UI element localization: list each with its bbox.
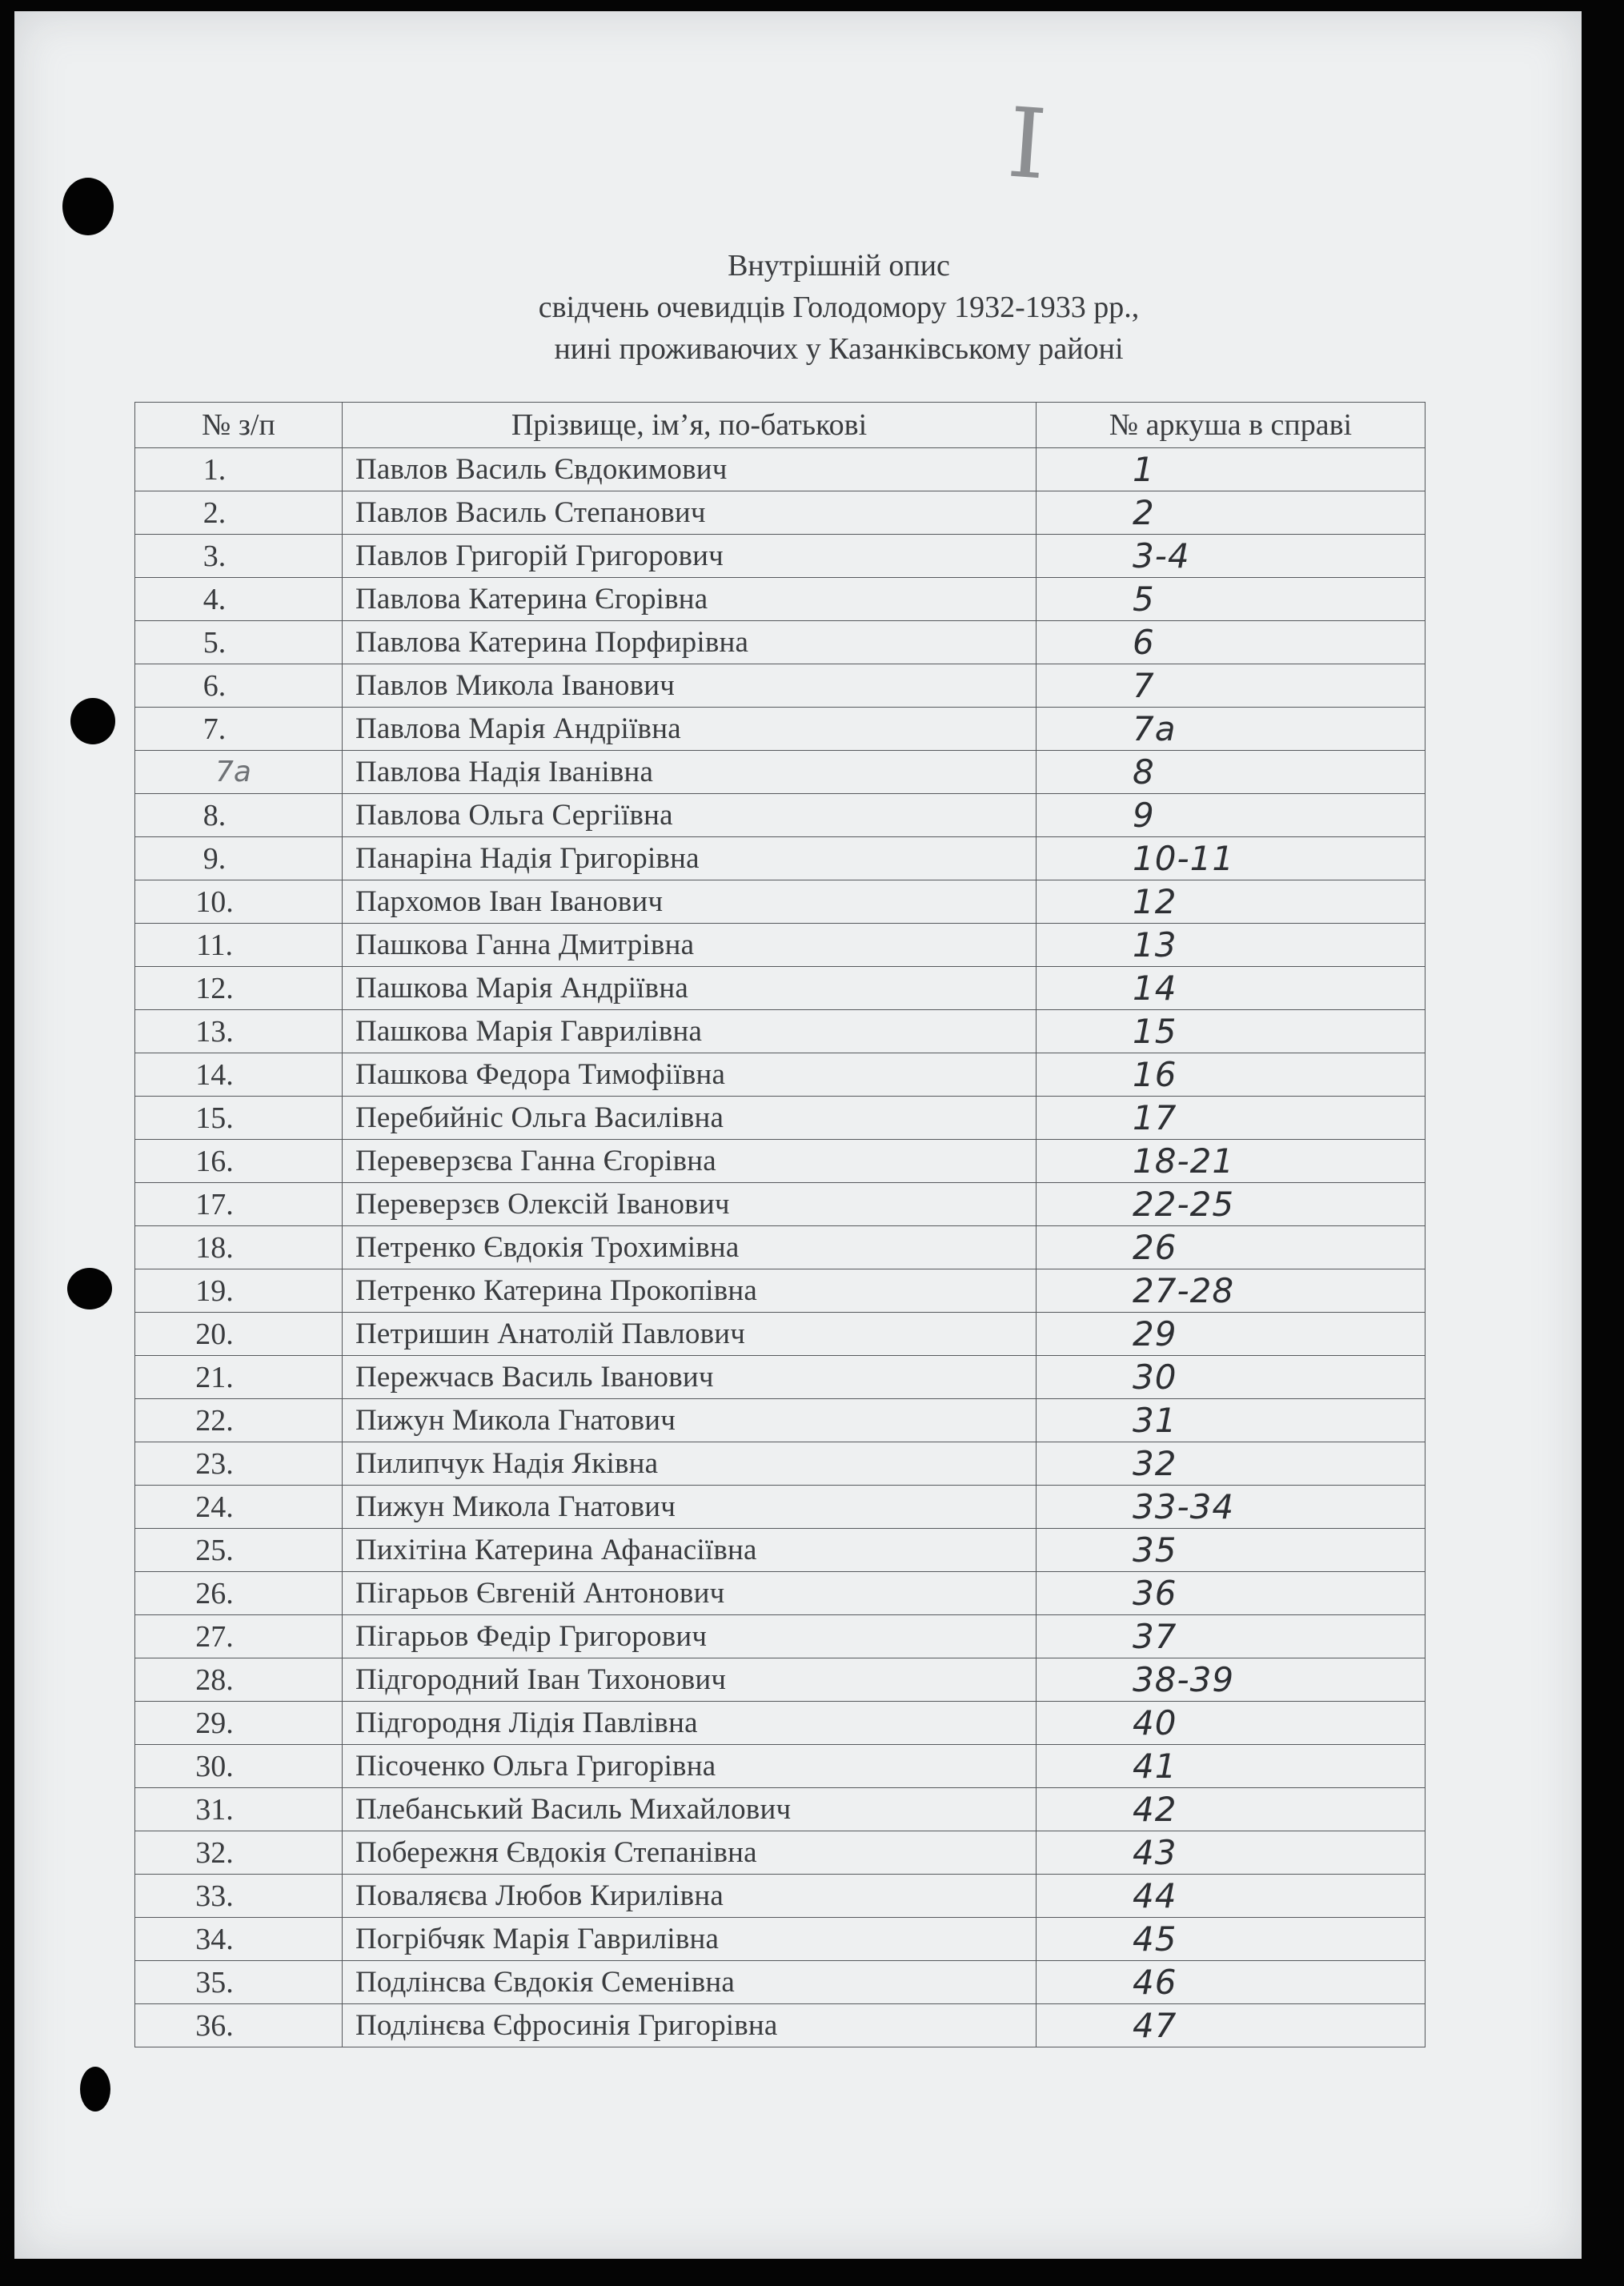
row-number: 14. [135,1053,343,1097]
row-number: 6. [135,664,343,708]
roman-numeral-mark: I [1004,87,1050,202]
row-full-name: Подлінєва Єфросинія Григорівна [343,2004,1037,2047]
row-full-name: Павлова Катерина Єгорівна [343,578,1037,621]
row-full-name: Павлов Василь Степанович [343,491,1037,535]
table-row [135,1918,1426,1961]
table-row [135,1313,1426,1356]
table-row [135,1010,1426,1053]
row-sheet-number: 41 [1037,1745,1426,1788]
table-row [135,448,1426,491]
row-number: 3. [135,535,343,578]
row-number-handwritten: 7а [135,751,343,794]
document-title [319,245,1359,370]
row-sheet-number: 22-25 [1037,1183,1426,1226]
row-sheet-number: 2 [1037,491,1426,535]
row-sheet-number: 35 [1037,1529,1426,1572]
row-sheet-number: 40 [1037,1702,1426,1745]
row-number: 7. [135,708,343,751]
table-row [135,491,1426,535]
row-sheet-number: 38-39 [1037,1658,1426,1702]
row-number: 31. [135,1788,343,1831]
row-sheet-number: 3-4 [1037,535,1426,578]
table-row [135,1356,1426,1399]
row-sheet-number: 16 [1037,1053,1426,1097]
table-row [135,967,1426,1010]
row-sheet-number: 29 [1037,1313,1426,1356]
row-number: 22. [135,1399,343,1442]
row-sheet-number: 32 [1037,1442,1426,1486]
row-sheet-number: 30 [1037,1356,1426,1399]
row-sheet-number: 14 [1037,967,1426,1010]
row-full-name: Переверзєв Олексій Іванович [343,1183,1037,1226]
table-row [135,880,1426,924]
table-row [135,1269,1426,1313]
table-header-row [135,403,1426,448]
row-number: 27. [135,1615,343,1658]
row-sheet-number: 37 [1037,1615,1426,1658]
row-number: 28. [135,1658,343,1702]
table-row [135,751,1426,794]
row-full-name: Пархомов Іван Іванович [343,880,1037,924]
table-row [135,1788,1426,1831]
row-full-name: Павлов Григорій Григорович [343,535,1037,578]
row-number: 13. [135,1010,343,1053]
punch-hole-lower-middle [67,1268,112,1309]
row-sheet-number: 43 [1037,1831,1426,1875]
table-row [135,708,1426,751]
header-number: № з/п [135,403,343,448]
row-full-name: Петренко Євдокія Трохимівна [343,1226,1037,1269]
table-row [135,664,1426,708]
row-sheet-number: 12 [1037,880,1426,924]
row-number: 11. [135,924,343,967]
row-full-name: Переверзєва Ганна Єгорівна [343,1140,1037,1183]
table-row [135,1529,1426,1572]
witness-register-table [134,402,1426,2047]
row-number: 23. [135,1442,343,1486]
row-full-name: Пижун Микола Гнатович [343,1486,1037,1529]
row-sheet-number: 44 [1037,1875,1426,1918]
row-number: 17. [135,1183,343,1226]
row-sheet-number: 33-34 [1037,1486,1426,1529]
row-full-name: Павлова Марія Андріївна [343,708,1037,751]
row-full-name: Пихітіна Катерина Афанасіївна [343,1529,1037,1572]
title-line-1: Внутрішній опис [728,249,950,283]
row-number: 26. [135,1572,343,1615]
row-full-name: Пашкова Ганна Дмитрівна [343,924,1037,967]
row-full-name: Панаріна Надія Григорівна [343,837,1037,880]
row-number: 25. [135,1529,343,1572]
row-number: 20. [135,1313,343,1356]
document-sheet [14,11,1582,2259]
table-row [135,1875,1426,1918]
row-number: 24. [135,1486,343,1529]
row-number: 12. [135,967,343,1010]
row-full-name: Пижун Микола Гнатович [343,1399,1037,1442]
row-sheet-number: 17 [1037,1097,1426,1140]
row-number: 10. [135,880,343,924]
table-row [135,1961,1426,2004]
row-number: 33. [135,1875,343,1918]
row-full-name: Павлов Микола Іванович [343,664,1037,708]
punch-hole-top [62,178,114,235]
row-number: 16. [135,1140,343,1183]
row-full-name: Плебанський Василь Михайлович [343,1788,1037,1831]
punch-hole-bottom [80,2067,110,2112]
row-number: 19. [135,1269,343,1313]
row-full-name: Погрібчяк Марія Гаврилівна [343,1918,1037,1961]
row-full-name: Подлінсва Євдокія Семенівна [343,1961,1037,2004]
table-row [135,1442,1426,1486]
row-number: 9. [135,837,343,880]
row-full-name: Павлова Ольга Сергіївна [343,794,1037,837]
row-full-name: Підгородний Іван Тихонович [343,1658,1037,1702]
row-number: 5. [135,621,343,664]
row-full-name: Павлов Василь Євдокимович [343,448,1037,491]
table-row [135,578,1426,621]
row-sheet-number: 13 [1037,924,1426,967]
row-number: 18. [135,1226,343,1269]
row-sheet-number: 27-28 [1037,1269,1426,1313]
row-full-name: Перебийніс Ольга Василівна [343,1097,1037,1140]
row-full-name: Павлова Катерина Порфирівна [343,621,1037,664]
row-sheet-number: 6 [1037,621,1426,664]
row-full-name: Петренко Катерина Прокопівна [343,1269,1037,1313]
row-full-name: Петришин Анатолій Павлович [343,1313,1037,1356]
row-sheet-number: 7а [1037,708,1426,751]
row-sheet-number: 15 [1037,1010,1426,1053]
table-row [135,837,1426,880]
row-number: 15. [135,1097,343,1140]
row-sheet-number: 18-21 [1037,1140,1426,1183]
row-sheet-number: 47 [1037,2004,1426,2047]
row-number: 35. [135,1961,343,2004]
table-row [135,1097,1426,1140]
row-full-name: Пігарьов Євгеній Антонович [343,1572,1037,1615]
table-row [135,1572,1426,1615]
row-full-name: Пашкова Марія Андріївна [343,967,1037,1010]
row-sheet-number: 31 [1037,1399,1426,1442]
table-row [135,1399,1426,1442]
table-row [135,1615,1426,1658]
row-number: 30. [135,1745,343,1788]
row-number: 8. [135,794,343,837]
row-sheet-number: 5 [1037,578,1426,621]
row-sheet-number: 9 [1037,794,1426,837]
punch-hole-upper-middle [70,698,115,744]
table-row [135,1486,1426,1529]
table-row [135,1053,1426,1097]
table-row [135,2004,1426,2047]
row-sheet-number: 7 [1037,664,1426,708]
table-row [135,1745,1426,1788]
table-row [135,621,1426,664]
row-full-name: Побережня Євдокія Степанівна [343,1831,1037,1875]
row-full-name: Пережчасв Василь Іванович [343,1356,1037,1399]
row-number: 36. [135,2004,343,2047]
row-full-name: Пігарьов Федір Григорович [343,1615,1037,1658]
row-sheet-number: 42 [1037,1788,1426,1831]
title-line-2: свідчень очевидців Голодомору 1932-1933 рр., [538,291,1140,324]
row-number: 29. [135,1702,343,1745]
title-line-3: нині проживаючих у Казанківському районі [554,332,1124,366]
header-full-name: Прізвище, ім’я, по-батькові [343,403,1037,448]
row-number: 21. [135,1356,343,1399]
row-sheet-number: 1 [1037,448,1426,491]
table-row [135,1831,1426,1875]
row-full-name: Підгородня Лідія Павлівна [343,1702,1037,1745]
table-row [135,1183,1426,1226]
table-row [135,1140,1426,1183]
row-full-name: Пилипчук Надія Яківна [343,1442,1037,1486]
row-number: 34. [135,1918,343,1961]
row-full-name: Пашкова Марія Гаврилівна [343,1010,1037,1053]
row-sheet-number: 26 [1037,1226,1426,1269]
table-row [135,794,1426,837]
table-row [135,1658,1426,1702]
row-full-name: Павлова Надія Іванівна [343,751,1037,794]
table-row [135,1702,1426,1745]
row-full-name: Поваляєва Любов Кирилівна [343,1875,1037,1918]
row-number: 1. [135,448,343,491]
row-sheet-number: 8 [1037,751,1426,794]
row-number: 32. [135,1831,343,1875]
header-sheet-number: № аркуша в справі [1037,403,1426,448]
row-sheet-number: 45 [1037,1918,1426,1961]
table-row [135,535,1426,578]
row-number: 2. [135,491,343,535]
table-row [135,1226,1426,1269]
row-number: 4. [135,578,343,621]
row-full-name: Пісоченко Ольга Григорівна [343,1745,1037,1788]
row-full-name: Пашкова Федора Тимофіївна [343,1053,1037,1097]
row-sheet-number: 36 [1037,1572,1426,1615]
table-row [135,924,1426,967]
row-sheet-number: 46 [1037,1961,1426,2004]
row-sheet-number: 10-11 [1037,837,1426,880]
